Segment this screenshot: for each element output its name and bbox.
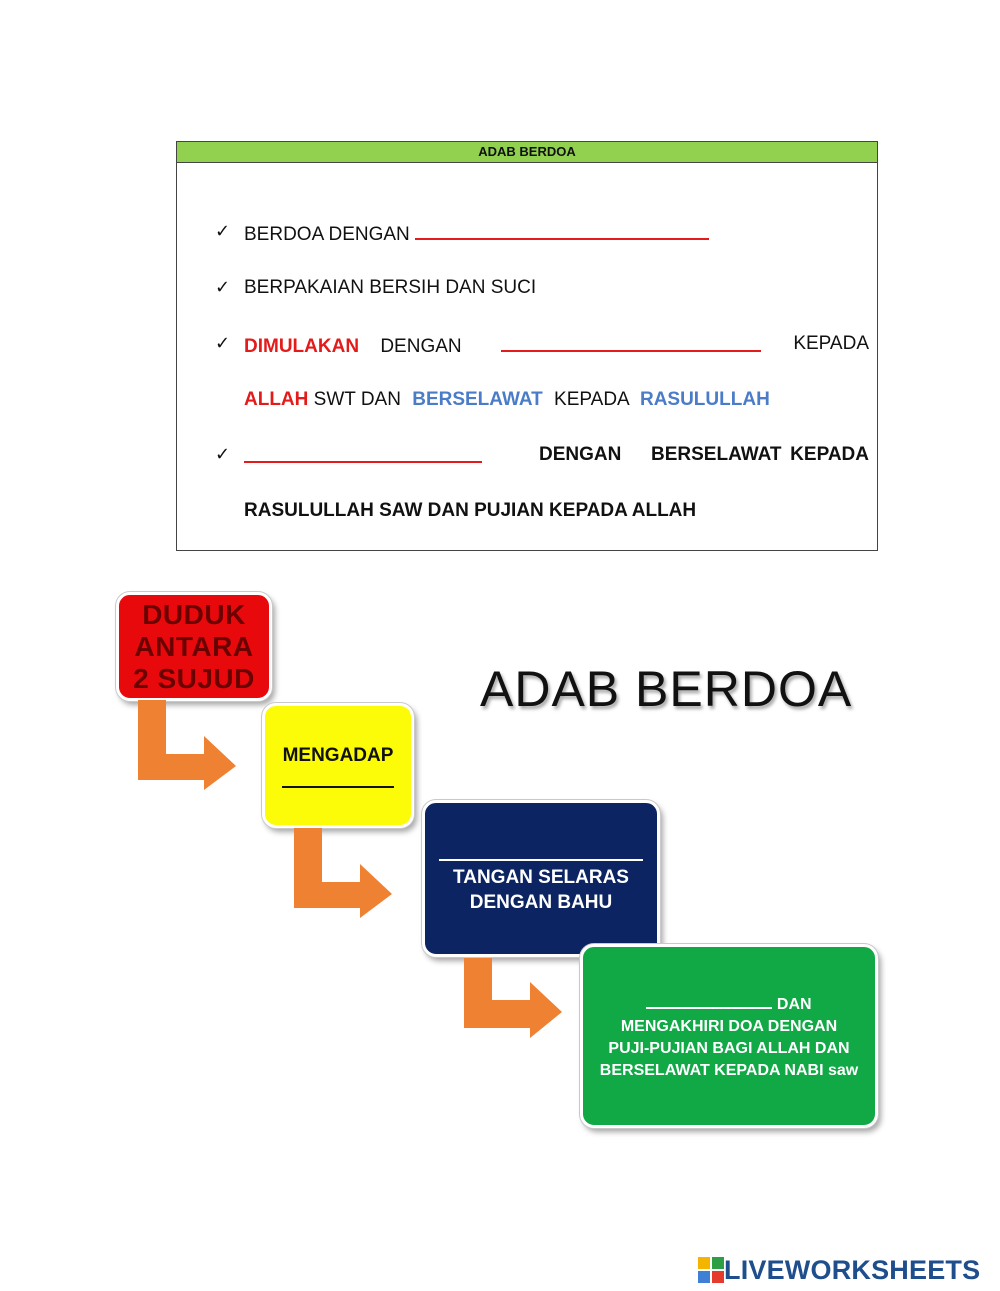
check-icon: ✓ <box>215 277 231 298</box>
adab-table <box>176 141 878 551</box>
row-allah-swt <box>177 386 877 414</box>
arrow-icon <box>458 958 568 1038</box>
step4-line3: PUJI-PUJIAN BAGI ALLAH DAN <box>608 1039 850 1057</box>
row-berpakaian <box>177 274 877 302</box>
step1-line3: 2 SUJUD <box>133 662 255 694</box>
step4-dan: DAN <box>776 995 812 1013</box>
step-akhiri-doa <box>580 944 878 1128</box>
answer-blank-1[interactable] <box>415 218 709 240</box>
dimulakan-word: DIMULAKAN <box>244 336 360 357</box>
check-icon: ✓ <box>215 444 231 465</box>
row-dimulakan <box>177 330 877 358</box>
diagram-title: ADAB BERDOA <box>480 661 853 717</box>
step1-line2: ANTARA <box>134 630 254 662</box>
arrow-icon <box>288 828 398 920</box>
step1-line1: DUDUK <box>142 598 246 630</box>
step-angkat-tangan <box>422 800 660 957</box>
step-mengadap <box>262 703 414 828</box>
check-icon: ✓ <box>215 333 231 354</box>
answer-blank-3[interactable] <box>244 441 482 463</box>
step-duduk-antara-2-sujud <box>116 592 272 701</box>
arrow-icon <box>132 700 242 792</box>
berselawat-bold: BERSELAWAT <box>651 444 782 465</box>
allah-word: ALLAH <box>244 389 309 410</box>
row6-text: RASULULLAH SAW DAN PUJIAN KEPADA ALLAH <box>244 500 697 521</box>
answer-blank-2[interactable] <box>501 330 761 352</box>
check-icon: ✓ <box>215 221 231 242</box>
table-header: ADAB BERDOA <box>177 142 877 163</box>
kepada-word: KEPADA <box>793 333 869 354</box>
row-blank-dengan <box>177 441 877 469</box>
brand-text: LIVEWORKSHEETS <box>724 1254 981 1285</box>
kepada-word-2: KEPADA <box>554 389 629 410</box>
step3-blank[interactable] <box>439 843 643 861</box>
row2-text: BERPAKAIAN BERSIH DAN SUCI <box>244 277 537 298</box>
logo-blocks-icon <box>698 1257 724 1283</box>
row1-text: BERDOA DENGAN <box>244 224 410 245</box>
kepada-bold: KEPADA <box>790 444 869 465</box>
step4-blank[interactable] <box>646 991 772 1009</box>
step4-line4: BERSELAWAT KEPADA NABI saw <box>599 1061 859 1079</box>
row-berdoa-dengan <box>177 218 877 246</box>
row-rasulullah-saw <box>177 497 877 525</box>
berselawat-word: BERSELAWAT <box>412 389 543 410</box>
dengan-word: DENGAN <box>380 336 462 357</box>
dengan-bold: DENGAN <box>539 444 622 465</box>
step4-line2: MENGAKHIRI DOA DENGAN <box>620 1017 838 1035</box>
liveworksheets-logo <box>698 1256 980 1284</box>
step2-line1: MENGADAP <box>282 744 394 766</box>
step2-blank[interactable] <box>282 770 394 788</box>
rasulullah-word: RASULULLAH <box>639 389 770 410</box>
swt-dan-word: SWT DAN <box>313 389 401 410</box>
step3-line2: DENGAN BAHU <box>469 891 613 913</box>
step3-line1: TANGAN SELARAS <box>453 866 629 888</box>
